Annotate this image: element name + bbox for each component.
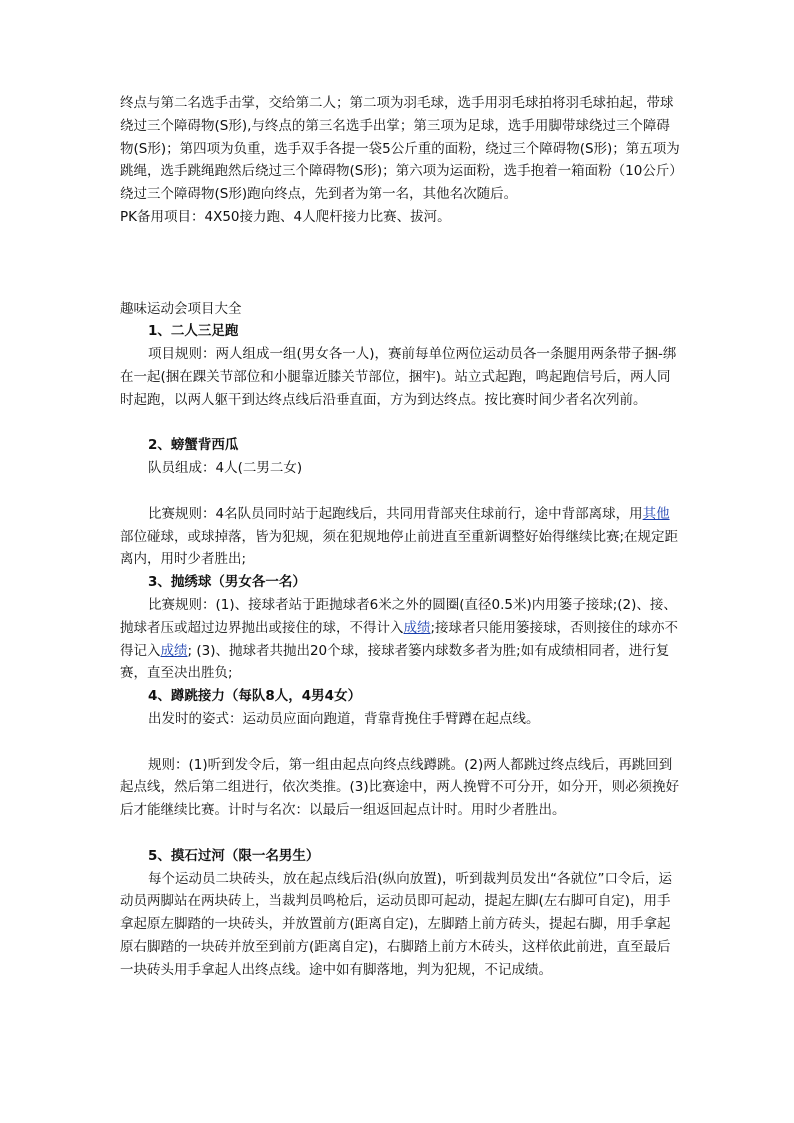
- spacer: [120, 480, 680, 503]
- section-3-rules: [120, 594, 680, 685]
- section-2-heading: 2、螃蟹背西瓜: [148, 437, 239, 454]
- other-link[interactable]: 其他: [642, 505, 670, 522]
- intro-paragraph: 终点与第二名选手击掌，交给第二人；第二项为羽毛球，选手用羽毛球拍将羽毛球拍起，带球绕过三个障碍物(S形),与终点的第三名选手出掌；第三项为足球，选手用脚带球绕过三个障碍物(S形)；第四项为负重，选手双手各提一袋5公斤重的面粉，绕过三个障碍物(S形)；第五项为跳绳，选手跳绳跑然后绕过三个障碍物(S形)；第六项为运面粉，选手抱着一箱面粉（10公斤）绕过三个障碍物(S形)跑向终点，先到者为第一名，其他名次随后。: [120, 95, 680, 203]
- spacer: [120, 412, 680, 435]
- pk-backup-line: PK备用项目：4X50接力跑、4人爬杆接力比赛、拔河。: [120, 208, 451, 225]
- document-title: 趣味运动会项目大全: [120, 300, 242, 317]
- section-5-heading: 5、摸石过河（限一名男生）: [148, 847, 320, 864]
- document-page: [120, 92, 680, 981]
- section-1-heading: 1、二人三足跑: [148, 323, 239, 340]
- score-link-2[interactable]: 成绩: [160, 642, 188, 659]
- section-2-team: 队员组成：4人(二男二女): [148, 460, 303, 477]
- section-2-rules: [120, 503, 680, 571]
- section-1-body: 项目规则：两人组成一组(男女各一人)，赛前每单位两位运动员各一条腿用两条带子捆-绑在一起(捆在踝关节部位和小腿靠近膝关节部位，捆牢)。站立式起跑，鸣起跑信号后，两人同时起跑，以两人躯干到达终点线后沿垂直面，方为到达终点。按比赛时间少者名次列前。: [120, 346, 677, 408]
- section-3-heading: 3、抛绣球（男女各一名）: [148, 574, 306, 591]
- section-3-rules-text-c: ; (3)、抛球者共抛出20个球，接球者篓内球数多者为胜;如有成绩相同者，进行复赛，直至决出胜负;: [120, 642, 670, 682]
- score-link-1[interactable]: 成绩: [403, 619, 431, 636]
- section-5-body: 每个运动员二块砖头，放在起点线后沿(纵向放置)，听到裁判员发出“各就位”口令后，运动员两脚站在两块砖上，当裁判员鸣枪后，运动员即可起动，提起左脚(左右脚可自定)，用手拿起原左脚踏的一块砖头，并放置前方(距离自定)，左脚踏上前方砖头，提起右脚，用手拿起原右脚踏的一块砖并放至到前方(距离自定)，右脚踏上前方木砖头，这样依此前进，直至最后一块砖头用手拿起人出终点线。途中如有脚落地，判为犯规，不记成绩。: [120, 870, 673, 978]
- section-4-rules: 规则：(1)听到发令后，第一组由起点向终点线蹲跳。(2)两人都跳过终点线后，再跳回到起点线，然后第二组进行，依次类推。(3)比赛途中，两人挽臂不可分开，如分开，则必须挽好后才能继续比赛。计时与名次：以最后一组返回起点计时。用时少者胜出。: [120, 756, 680, 819]
- section-3-rules-text-a: 比赛规则：(1)、接球者站于距抛球者6米之外的圆圈(直径0.5米)内用篓子接球;(2)、接、抛球者压或超过边界抛出或接住的球，不得计入: [120, 596, 677, 636]
- section-3-rules-text-b: ;接球者只能用篓接球，否则接住的球亦不得记入: [120, 619, 679, 659]
- section-4-start-pose: 出发时的姿式：运动员应面向跑道，背靠背挽住手臂蹲在起点线。: [148, 710, 540, 727]
- spacer: [120, 822, 680, 845]
- spacer: [120, 731, 680, 754]
- spacer: [120, 275, 680, 298]
- section-2-rules-text-a: 比赛规则：4名队员同时站于起跑线后，共同用背部夹住球前行，途中背部离球，用: [148, 505, 643, 522]
- spacer: [120, 229, 680, 275]
- section-4-heading: 4、蹲跳接力（每队8人，4男4女）: [148, 688, 362, 705]
- section-2-rules-text-b: 部位碰球，或球掉落，皆为犯规，须在犯规地停止前进直至重新调整好始得继续比赛;在规定距离内，用时少者胜出;: [120, 528, 679, 568]
